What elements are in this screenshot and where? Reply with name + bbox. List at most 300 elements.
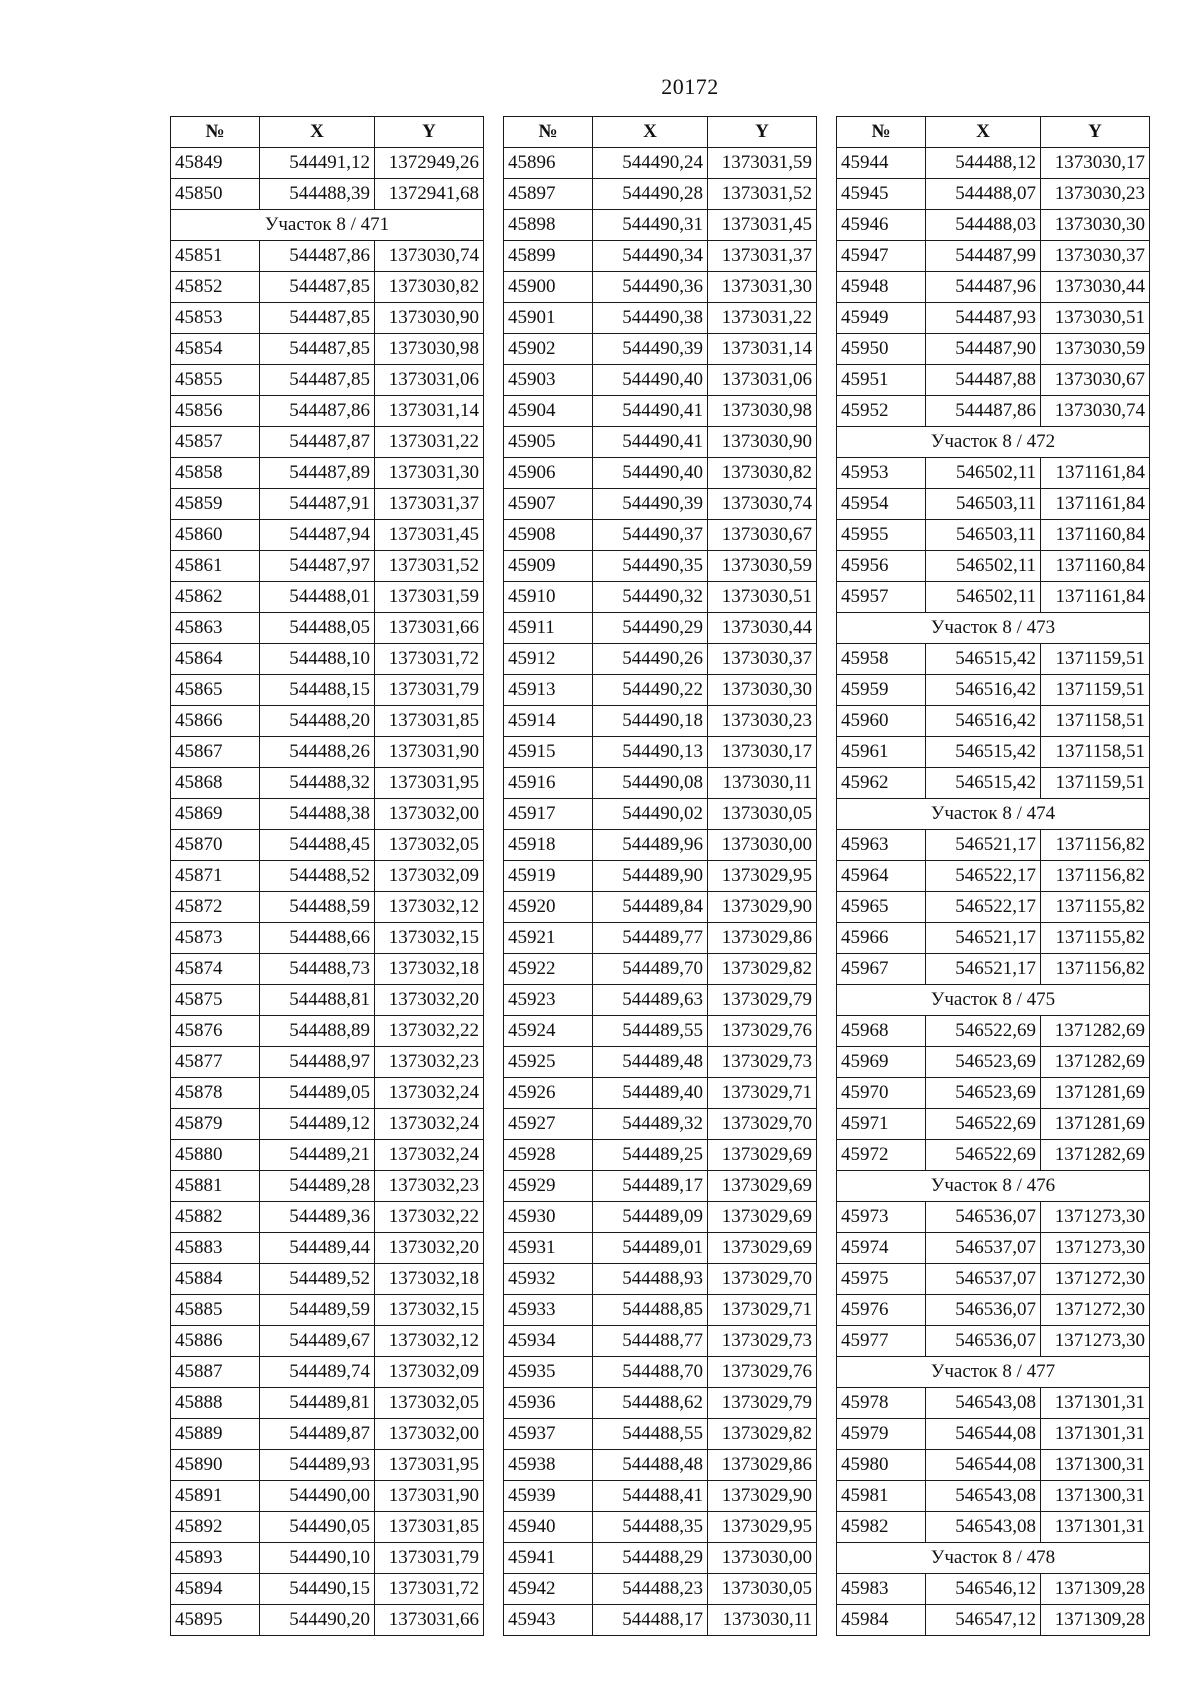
table-row <box>171 396 484 427</box>
plot-header-row <box>171 210 484 241</box>
table-row <box>504 365 817 396</box>
y-coordinate: 1373032,15 <box>375 1295 484 1326</box>
plot-header-row <box>837 1543 1150 1574</box>
x-coordinate: 544487,89 <box>260 458 375 489</box>
table-row <box>504 954 817 985</box>
table-row <box>171 706 484 737</box>
x-coordinate: 544489,05 <box>260 1078 375 1109</box>
x-coordinate: 546502,11 <box>926 458 1041 489</box>
point-number: 45942 <box>504 1574 593 1605</box>
point-number: 45890 <box>171 1450 260 1481</box>
x-coordinate: 544490,02 <box>593 799 708 830</box>
x-coordinate: 546503,11 <box>926 489 1041 520</box>
table-row <box>504 675 817 706</box>
table-row <box>171 1512 484 1543</box>
point-number: 45944 <box>837 148 926 179</box>
point-number: 45969 <box>837 1047 926 1078</box>
y-coordinate: 1371282,69 <box>1041 1016 1150 1047</box>
point-number: 45976 <box>837 1295 926 1326</box>
table-row <box>504 1450 817 1481</box>
table-row <box>837 1605 1150 1636</box>
x-coordinate: 546502,11 <box>926 582 1041 613</box>
table-row <box>504 179 817 210</box>
point-number: 45950 <box>837 334 926 365</box>
point-number: 45963 <box>837 830 926 861</box>
y-coordinate: 1371158,51 <box>1041 737 1150 768</box>
point-number: 45850 <box>171 179 260 210</box>
x-coordinate: 544488,07 <box>926 179 1041 210</box>
point-number: 45873 <box>171 923 260 954</box>
x-coordinate: 544490,32 <box>593 582 708 613</box>
y-coordinate: 1373030,37 <box>708 644 817 675</box>
x-coordinate: 546547,12 <box>926 1605 1041 1636</box>
point-number: 45965 <box>837 892 926 923</box>
table-row <box>171 923 484 954</box>
x-coordinate: 544490,39 <box>593 489 708 520</box>
x-coordinate: 544487,85 <box>260 365 375 396</box>
x-coordinate: 544488,39 <box>260 179 375 210</box>
y-coordinate: 1373032,20 <box>375 1233 484 1264</box>
table-row <box>837 1326 1150 1357</box>
y-coordinate: 1373030,17 <box>1041 148 1150 179</box>
point-number: 45904 <box>504 396 593 427</box>
y-coordinate: 1373032,24 <box>375 1078 484 1109</box>
x-coordinate: 544488,70 <box>593 1357 708 1388</box>
table-row <box>171 241 484 272</box>
table-row <box>171 737 484 768</box>
point-number: 45902 <box>504 334 593 365</box>
point-number: 45924 <box>504 1016 593 1047</box>
y-coordinate: 1373029,69 <box>708 1202 817 1233</box>
y-coordinate: 1373031,30 <box>708 272 817 303</box>
point-number: 45910 <box>504 582 593 613</box>
x-coordinate: 544490,15 <box>260 1574 375 1605</box>
point-number: 45954 <box>837 489 926 520</box>
point-number: 45964 <box>837 861 926 892</box>
y-coordinate: 1371161,84 <box>1041 582 1150 613</box>
x-coordinate: 544490,40 <box>593 458 708 489</box>
point-number: 45896 <box>504 148 593 179</box>
x-coordinate: 544489,25 <box>593 1140 708 1171</box>
point-number: 45912 <box>504 644 593 675</box>
point-number: 45885 <box>171 1295 260 1326</box>
table-row <box>504 210 817 241</box>
x-coordinate: 546515,42 <box>926 737 1041 768</box>
table-row <box>837 148 1150 179</box>
y-coordinate: 1373032,05 <box>375 830 484 861</box>
x-coordinate: 544487,86 <box>926 396 1041 427</box>
point-number: 45891 <box>171 1481 260 1512</box>
y-coordinate: 1371273,30 <box>1041 1233 1150 1264</box>
table-row <box>171 1202 484 1233</box>
y-coordinate: 1373031,66 <box>375 1605 484 1636</box>
table-row <box>504 923 817 954</box>
y-coordinate: 1373030,90 <box>708 427 817 458</box>
y-coordinate: 1373030,23 <box>708 706 817 737</box>
table-row <box>171 799 484 830</box>
table-row <box>171 1326 484 1357</box>
x-coordinate: 544487,86 <box>260 241 375 272</box>
point-number: 45934 <box>504 1326 593 1357</box>
x-coordinate: 544488,01 <box>260 582 375 613</box>
table-row <box>504 892 817 923</box>
y-coordinate: 1373032,09 <box>375 861 484 892</box>
point-number: 45855 <box>171 365 260 396</box>
x-coordinate: 544490,35 <box>593 551 708 582</box>
x-coordinate: 544490,24 <box>593 148 708 179</box>
x-coordinate: 544488,66 <box>260 923 375 954</box>
x-coordinate: 546522,17 <box>926 892 1041 923</box>
table-row <box>504 241 817 272</box>
table-row <box>504 1171 817 1202</box>
plot-label: Участок 8 / 472 <box>837 427 1150 458</box>
y-coordinate: 1373030,74 <box>1041 396 1150 427</box>
y-coordinate: 1373032,23 <box>375 1171 484 1202</box>
point-number: 45860 <box>171 520 260 551</box>
x-coordinate: 544489,87 <box>260 1419 375 1450</box>
point-number: 45926 <box>504 1078 593 1109</box>
x-coordinate: 544487,85 <box>260 334 375 365</box>
table-row <box>504 458 817 489</box>
x-coordinate: 544488,89 <box>260 1016 375 1047</box>
x-coordinate: 544489,09 <box>593 1202 708 1233</box>
y-coordinate: 1373032,12 <box>375 892 484 923</box>
y-coordinate: 1373031,72 <box>375 644 484 675</box>
y-coordinate: 1373030,44 <box>708 613 817 644</box>
table-row <box>171 1109 484 1140</box>
plot-header-row <box>837 613 1150 644</box>
point-number: 45981 <box>837 1481 926 1512</box>
y-coordinate: 1373031,59 <box>708 148 817 179</box>
y-coordinate: 1373032,24 <box>375 1140 484 1171</box>
y-coordinate: 1373031,95 <box>375 1450 484 1481</box>
point-number: 45864 <box>171 644 260 675</box>
x-coordinate: 544488,85 <box>593 1295 708 1326</box>
point-number: 45943 <box>504 1605 593 1636</box>
x-coordinate: 544490,38 <box>593 303 708 334</box>
coordinates-table-3 <box>836 116 1150 1636</box>
table-row <box>837 1512 1150 1543</box>
point-number: 45974 <box>837 1233 926 1264</box>
x-coordinate: 546515,42 <box>926 768 1041 799</box>
x-coordinate: 546521,17 <box>926 830 1041 861</box>
point-number: 45908 <box>504 520 593 551</box>
point-number: 45922 <box>504 954 593 985</box>
table-row <box>504 861 817 892</box>
table-row <box>837 1419 1150 1450</box>
table-row <box>171 954 484 985</box>
point-number: 45983 <box>837 1574 926 1605</box>
x-coordinate: 544490,18 <box>593 706 708 737</box>
y-coordinate: 1373029,71 <box>708 1295 817 1326</box>
point-number: 45854 <box>171 334 260 365</box>
point-number: 45916 <box>504 768 593 799</box>
x-coordinate: 544487,91 <box>260 489 375 520</box>
y-coordinate: 1373029,90 <box>708 1481 817 1512</box>
table-header-row <box>171 117 484 148</box>
point-number: 45971 <box>837 1109 926 1140</box>
x-coordinate: 544489,21 <box>260 1140 375 1171</box>
point-number: 45966 <box>837 923 926 954</box>
x-coordinate: 544488,29 <box>593 1543 708 1574</box>
x-coordinate: 544490,20 <box>260 1605 375 1636</box>
x-coordinate: 544489,48 <box>593 1047 708 1078</box>
x-coordinate: 546516,42 <box>926 675 1041 706</box>
y-coordinate: 1373030,74 <box>708 489 817 520</box>
y-coordinate: 1373029,95 <box>708 1512 817 1543</box>
table-row <box>837 489 1150 520</box>
point-number: 45957 <box>837 582 926 613</box>
point-number: 45936 <box>504 1388 593 1419</box>
x-coordinate: 544489,36 <box>260 1202 375 1233</box>
y-coordinate: 1373032,18 <box>375 1264 484 1295</box>
x-coordinate: 544490,00 <box>260 1481 375 1512</box>
point-number: 45967 <box>837 954 926 985</box>
point-number: 45869 <box>171 799 260 830</box>
point-number: 45880 <box>171 1140 260 1171</box>
y-coordinate: 1373029,71 <box>708 1078 817 1109</box>
y-coordinate: 1373030,82 <box>375 272 484 303</box>
y-coordinate: 1373032,09 <box>375 1357 484 1388</box>
point-number: 45883 <box>171 1233 260 1264</box>
y-coordinate: 1373030,11 <box>708 768 817 799</box>
x-coordinate: 544490,26 <box>593 644 708 675</box>
point-number: 45886 <box>171 1326 260 1357</box>
y-coordinate: 1373029,70 <box>708 1109 817 1140</box>
x-coordinate: 544489,90 <box>593 861 708 892</box>
y-coordinate: 1373030,23 <box>1041 179 1150 210</box>
coordinates-table-1 <box>170 116 484 1636</box>
table-row <box>171 334 484 365</box>
y-coordinate: 1373031,14 <box>708 334 817 365</box>
table-row <box>504 1140 817 1171</box>
point-number: 45962 <box>837 768 926 799</box>
point-number: 45882 <box>171 1202 260 1233</box>
table-row <box>504 334 817 365</box>
table-row <box>171 1481 484 1512</box>
point-number: 45933 <box>504 1295 593 1326</box>
table-row <box>837 396 1150 427</box>
header-y: Y <box>375 117 484 148</box>
x-coordinate: 544488,38 <box>260 799 375 830</box>
y-coordinate: 1371272,30 <box>1041 1295 1150 1326</box>
x-coordinate: 544488,10 <box>260 644 375 675</box>
y-coordinate: 1373032,00 <box>375 1419 484 1450</box>
y-coordinate: 1371281,69 <box>1041 1078 1150 1109</box>
x-coordinate: 546523,69 <box>926 1047 1041 1078</box>
y-coordinate: 1373029,69 <box>708 1140 817 1171</box>
table-row <box>837 675 1150 706</box>
point-number: 45909 <box>504 551 593 582</box>
x-coordinate: 546536,07 <box>926 1202 1041 1233</box>
table-row <box>837 1295 1150 1326</box>
x-coordinate: 544490,39 <box>593 334 708 365</box>
table-row <box>171 1140 484 1171</box>
x-coordinate: 544489,70 <box>593 954 708 985</box>
x-coordinate: 546522,17 <box>926 861 1041 892</box>
point-number: 45905 <box>504 427 593 458</box>
y-coordinate: 1373030,44 <box>1041 272 1150 303</box>
x-coordinate: 544487,97 <box>260 551 375 582</box>
y-coordinate: 1373029,73 <box>708 1047 817 1078</box>
table-row <box>504 1202 817 1233</box>
x-coordinate: 544488,62 <box>593 1388 708 1419</box>
x-coordinate: 546543,08 <box>926 1388 1041 1419</box>
table-row <box>504 148 817 179</box>
y-coordinate: 1373031,37 <box>708 241 817 272</box>
table-row <box>171 458 484 489</box>
x-coordinate: 544488,73 <box>260 954 375 985</box>
x-coordinate: 544489,52 <box>260 1264 375 1295</box>
table-row <box>171 303 484 334</box>
point-number: 45917 <box>504 799 593 830</box>
y-coordinate: 1373029,69 <box>708 1233 817 1264</box>
table-row <box>837 1047 1150 1078</box>
y-coordinate: 1373031,22 <box>375 427 484 458</box>
y-coordinate: 1373031,95 <box>375 768 484 799</box>
x-coordinate: 544489,84 <box>593 892 708 923</box>
x-coordinate: 544487,94 <box>260 520 375 551</box>
y-coordinate: 1373031,06 <box>708 365 817 396</box>
table-row <box>504 1512 817 1543</box>
x-coordinate: 544490,28 <box>593 179 708 210</box>
x-coordinate: 544488,81 <box>260 985 375 1016</box>
x-coordinate: 544488,97 <box>260 1047 375 1078</box>
table-row <box>171 1233 484 1264</box>
x-coordinate: 544488,48 <box>593 1450 708 1481</box>
table-row <box>504 1109 817 1140</box>
point-number: 45871 <box>171 861 260 892</box>
table-row <box>171 1016 484 1047</box>
table-row <box>504 1233 817 1264</box>
y-coordinate: 1373031,59 <box>375 582 484 613</box>
table-row <box>171 1419 484 1450</box>
y-coordinate: 1373031,30 <box>375 458 484 489</box>
table-row <box>837 1574 1150 1605</box>
table-row <box>504 489 817 520</box>
x-coordinate: 544488,12 <box>926 148 1041 179</box>
table-row <box>171 675 484 706</box>
y-coordinate: 1371272,30 <box>1041 1264 1150 1295</box>
x-coordinate: 544490,22 <box>593 675 708 706</box>
point-number: 45899 <box>504 241 593 272</box>
x-coordinate: 544488,03 <box>926 210 1041 241</box>
point-number: 45932 <box>504 1264 593 1295</box>
x-coordinate: 546515,42 <box>926 644 1041 675</box>
y-coordinate: 1373031,85 <box>375 706 484 737</box>
y-coordinate: 1373029,95 <box>708 861 817 892</box>
point-number: 45893 <box>171 1543 260 1574</box>
table-row <box>837 923 1150 954</box>
table-row <box>837 210 1150 241</box>
x-coordinate: 544487,85 <box>260 303 375 334</box>
point-number: 45858 <box>171 458 260 489</box>
x-coordinate: 544487,86 <box>260 396 375 427</box>
x-coordinate: 544490,29 <box>593 613 708 644</box>
y-coordinate: 1373029,79 <box>708 1388 817 1419</box>
y-coordinate: 1373030,51 <box>1041 303 1150 334</box>
x-coordinate: 544490,08 <box>593 768 708 799</box>
table-row <box>504 768 817 799</box>
table-row <box>171 1605 484 1636</box>
y-coordinate: 1373031,52 <box>375 551 484 582</box>
y-coordinate: 1372941,68 <box>375 179 484 210</box>
point-number: 45959 <box>837 675 926 706</box>
x-coordinate: 544489,67 <box>260 1326 375 1357</box>
point-number: 45866 <box>171 706 260 737</box>
page-number: 20172 <box>661 74 719 99</box>
y-coordinate: 1373032,24 <box>375 1109 484 1140</box>
table-row <box>504 303 817 334</box>
x-coordinate: 544488,93 <box>593 1264 708 1295</box>
y-coordinate: 1373029,86 <box>708 1450 817 1481</box>
y-coordinate: 1373029,79 <box>708 985 817 1016</box>
x-coordinate: 544490,40 <box>593 365 708 396</box>
y-coordinate: 1371160,84 <box>1041 551 1150 582</box>
point-number: 45865 <box>171 675 260 706</box>
x-coordinate: 544490,41 <box>593 396 708 427</box>
x-coordinate: 544488,20 <box>260 706 375 737</box>
point-number: 45881 <box>171 1171 260 1202</box>
table-row <box>171 768 484 799</box>
header-number: № <box>171 117 260 148</box>
table-row <box>837 644 1150 675</box>
point-number: 45919 <box>504 861 593 892</box>
point-number: 45859 <box>171 489 260 520</box>
y-coordinate: 1373030,98 <box>708 396 817 427</box>
point-number: 45927 <box>504 1109 593 1140</box>
y-coordinate: 1371282,69 <box>1041 1047 1150 1078</box>
x-coordinate: 546522,69 <box>926 1140 1041 1171</box>
x-coordinate: 544487,93 <box>926 303 1041 334</box>
x-coordinate: 544490,10 <box>260 1543 375 1574</box>
table-row <box>837 551 1150 582</box>
table-row <box>504 613 817 644</box>
table-row <box>504 644 817 675</box>
y-coordinate: 1371161,84 <box>1041 458 1150 489</box>
table-row <box>837 1140 1150 1171</box>
table-row <box>171 427 484 458</box>
y-coordinate: 1371156,82 <box>1041 861 1150 892</box>
coordinates-table-2 <box>503 116 817 1636</box>
x-coordinate: 544488,52 <box>260 861 375 892</box>
y-coordinate: 1373030,51 <box>708 582 817 613</box>
table-header-row <box>504 117 817 148</box>
x-coordinate: 546502,11 <box>926 551 1041 582</box>
point-number: 45894 <box>171 1574 260 1605</box>
x-coordinate: 544489,81 <box>260 1388 375 1419</box>
point-number: 45945 <box>837 179 926 210</box>
y-coordinate: 1371300,31 <box>1041 1481 1150 1512</box>
table-row <box>837 272 1150 303</box>
table-row <box>837 1450 1150 1481</box>
point-number: 45940 <box>504 1512 593 1543</box>
table-row <box>837 1202 1150 1233</box>
table-row <box>837 582 1150 613</box>
y-coordinate: 1371159,51 <box>1041 644 1150 675</box>
table-row <box>171 985 484 1016</box>
table-row <box>837 458 1150 489</box>
point-number: 45852 <box>171 272 260 303</box>
table-row <box>504 1388 817 1419</box>
y-coordinate: 1373030,37 <box>1041 241 1150 272</box>
point-number: 45874 <box>171 954 260 985</box>
x-coordinate: 544490,34 <box>593 241 708 272</box>
table-row <box>504 706 817 737</box>
table-row <box>171 272 484 303</box>
y-coordinate: 1373030,67 <box>1041 365 1150 396</box>
x-coordinate: 546521,17 <box>926 954 1041 985</box>
